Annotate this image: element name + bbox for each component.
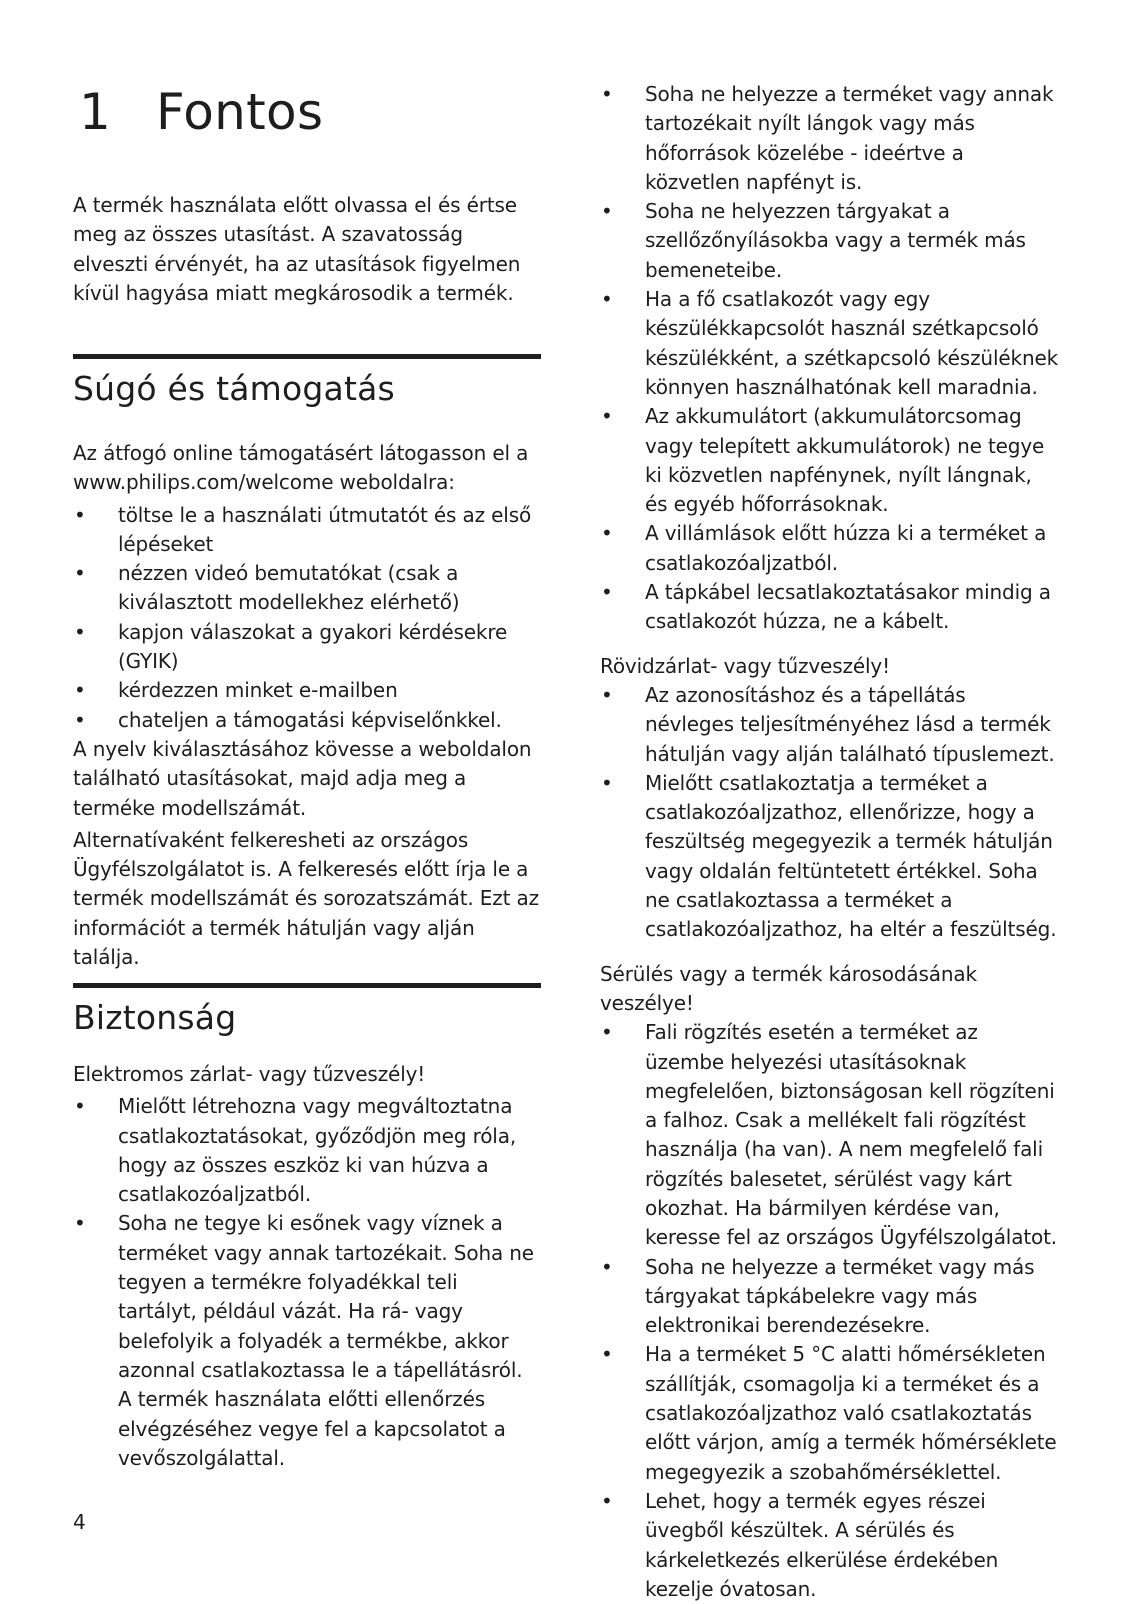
list-item: • nézzen videó bemutatókat (csak a kiválasztott modellekhez elérhető) bbox=[74, 561, 460, 615]
bullet-icon: • bbox=[601, 1254, 613, 1279]
chapter-number: 1 bbox=[79, 83, 112, 141]
bullet-icon: • bbox=[601, 82, 613, 106]
list-item: • Soha ne helyezzen tárgyakat a szellőzőnyílásokba vagy a termék más bemeneteibe. bbox=[601, 199, 1026, 282]
support-intro: Az átfogó online támogatásért látogasson el a www.philips.com/welcome weboldalra: bbox=[73, 441, 529, 495]
bullet-icon: • bbox=[601, 199, 613, 224]
safety-section bbox=[73, 983, 541, 1473]
list-item: • töltse le a használati útmutatót és az első lépéseket bbox=[74, 502, 532, 556]
language-note: A nyelv kiválasztásához kövesse a weboldalon található utasításokat, majd adja meg a terméke modellszámát. bbox=[73, 736, 532, 820]
bullet-icon: • bbox=[601, 1342, 613, 1367]
bullet-icon: • bbox=[601, 287, 613, 312]
list-item: • Lehet, hogy a termék egyes részei üvegből készültek. A sérülés és kárkeletkezés elkerülése érdekében kezelje óvatosan. bbox=[601, 1488, 999, 1601]
bullet-icon: • bbox=[74, 1211, 86, 1236]
bullet-icon: • bbox=[74, 561, 86, 586]
intro-block bbox=[73, 191, 541, 308]
bullet-icon: • bbox=[601, 770, 613, 795]
list-item: • Soha ne helyezze a terméket vagy más tárgyakat tápkábelekre vagy más elektronikai berendezésekre. bbox=[601, 1254, 1035, 1338]
list-item: • kérdezzen minket e-mailben bbox=[73, 676, 541, 705]
bullet-icon: • bbox=[601, 521, 613, 546]
bullet-icon: • bbox=[74, 707, 86, 732]
short-circuit-list bbox=[600, 681, 1060, 945]
bullet-icon: • bbox=[74, 619, 86, 644]
bullet-icon: • bbox=[601, 682, 613, 707]
electric-hazard-list bbox=[73, 1092, 541, 1473]
list-item: • Mielőtt létrehozna vagy megváltoztatna csatlakoztatásokat, győződjön meg róla, hogy az összes eszköz ki van húzva a csatlakozóaljzatból. bbox=[74, 1094, 517, 1207]
bullet-icon: • bbox=[601, 1020, 613, 1045]
bullet-icon: • bbox=[74, 1094, 86, 1119]
electric-hazard-list-continued bbox=[600, 80, 1060, 637]
intro-paragraph: A termék használata előtt olvassa el és értse meg az összes utasítást. A szavatosság elveszti érvényét, ha az utasítások figyelmen kívül hagyása miatt megkárosodik a termék. bbox=[73, 193, 521, 305]
chapter-title: Fontos bbox=[156, 83, 324, 141]
support-heading: Súgó és támogatás bbox=[73, 369, 395, 408]
bullet-icon: • bbox=[601, 404, 613, 429]
bullet-icon: • bbox=[74, 502, 86, 527]
list-item: • Ha a terméket 5 °C alatti hőmérsékleten szállítják, csomagolja ki a terméket és a csatlakozóaljzathoz való csatlakoztatás előtt várjon, amíg a termék hőmérséklete megegyezik a szobahőmérséklettel. bbox=[601, 1342, 1057, 1484]
list-item: • A tápkábel lecsatlakoztatásakor mindig a csatlakozót húzza, ne a kábelt. bbox=[601, 580, 1051, 634]
list-item: • kapjon válaszokat a gyakori kérdésekre (GYIK) bbox=[74, 619, 508, 674]
damage-hazard-heading: Sérülés vagy a termék károsodásának veszélye! bbox=[600, 961, 977, 1015]
list-item: • Fali rögzítés esetén a terméket az üzembe helyezési utasításoknak megfelelően, biztonságosan kell rögzíteni a falhoz. Csak a mellékelt fali rögzítést használja (ha van). A nem megfelelő fali rögzítés balesetet, sérülést vagy kárt okozhat. Ha bármilyen kérdése van, keresse fel az országos Ügyfélszolgálatot. bbox=[601, 1020, 1058, 1250]
list-item: • Mielőtt csatlakoztatja a terméket a csatlakozóaljzathoz, ellenőrizze, hogy a feszültség megegyezik a termék hátulján vagy oldalán feltüntetett értékkel. Soha ne csatlakoztassa a terméket a csatlakozóaljzathoz, ha eltér a feszültség. bbox=[601, 770, 1057, 942]
list-item: • A villámlások előtt húzza ki a terméket a csatlakozóaljzatból. bbox=[601, 521, 1047, 575]
list-item: • Ha a fő csatlakozót vagy egy készülékkapcsolót használ szétkapcsoló készülékként, a szétkapcsoló készüléknek könnyen használhatónak kell maradnia. bbox=[601, 287, 1059, 399]
short-circuit-heading: Rövidzárlat- vagy tűzveszély! bbox=[600, 653, 890, 678]
bullet-icon: • bbox=[74, 678, 86, 703]
safety-heading: Biztonság bbox=[73, 998, 237, 1037]
support-list bbox=[73, 501, 541, 735]
list-item: • Az azonosításhoz és a tápellátás névleges teljesítményéhez lásd a termék hátulján vagy alján található típuslemezt. bbox=[601, 682, 1055, 766]
list-item: • chateljen a támogatási képviselőnkkel. bbox=[73, 706, 541, 735]
section-divider bbox=[73, 354, 541, 359]
alternative-note: Alternatívaként felkeresheti az országos Ügyfélszolgálatot is. A felkeresés előtt írja le a termék modellszámát és sorozatszámát. Ezt az információt a termék hátulján vagy alján találja. bbox=[73, 827, 539, 970]
list-item: • Soha ne helyezze a terméket vagy annak tartozékait nyílt lángok vagy más hőforrások közelébe - ideértve a közvetlen napfényt is. bbox=[601, 82, 1054, 194]
list-item: • Soha ne tegye ki esőnek vagy víznek a terméket vagy annak tartozékait. Soha ne tegyen a termékre folyadékkal teli tartályt, például vázát. Ha rá- vagy belefolyik a folyadék a termékbe, akkor azonnal csatlakoztassa le a tápellátásról. A termék használata előtti ellenőrzés elvégzéséhez vegye fel a kapcsolatot a vevőszolgálattal. bbox=[74, 1211, 534, 1470]
right-content bbox=[600, 80, 1060, 1604]
page-number: 4 bbox=[73, 1510, 86, 1534]
list-item: • Az akkumulátort (akkumulátorcsomag vagy telepített akkumulátorok) ne tegye ki közvetlen napfénynek, nyílt lángnak, és egyéb hőforrásoknak. bbox=[601, 404, 1045, 517]
bullet-icon: • bbox=[601, 1488, 613, 1513]
damage-hazard-list bbox=[600, 1018, 1060, 1604]
section-divider bbox=[73, 983, 541, 988]
support-section bbox=[73, 354, 541, 972]
electric-hazard-heading: Elektromos zárlat- vagy tűzveszély! bbox=[73, 1062, 426, 1086]
bullet-icon: • bbox=[601, 580, 613, 605]
